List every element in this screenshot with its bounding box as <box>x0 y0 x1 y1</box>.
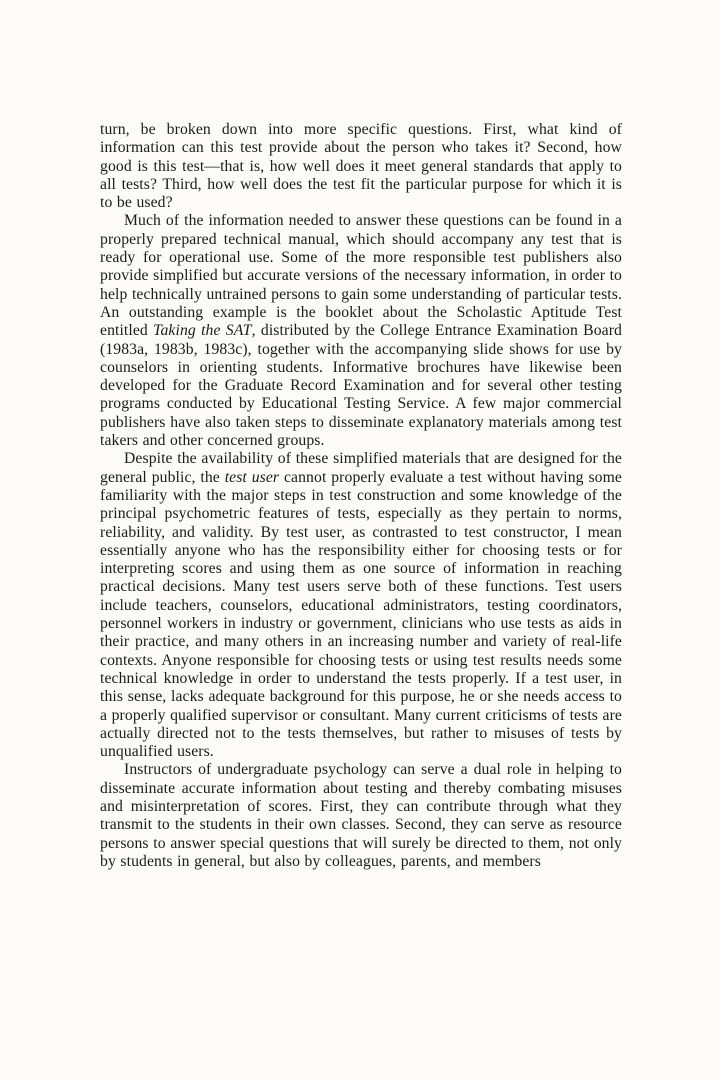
text-run: Despite the availability of these simplified materials that are designed for the general public, the <box>100 450 622 486</box>
italic-term-run: test user <box>224 468 280 486</box>
text-run: , distributed by the College Entrance Examination Board (1983a, 1983b, 1983c), together with the accompanying slide shows for use by counselors in orienting students. Informative brochures have likewise been developed for the Graduate Record Examination and for several other testing programs conducted by Educational Testing Service. A few major commercial publishers have also taken steps to disseminate explanatory materials among test takers and other concerned groups. <box>100 322 622 450</box>
text-run: Instructors of undergraduate psychology can serve a dual role in helping to disseminate accurate information about testing and thereby combating misuses and misinterpretation of scores. First, they can contribute through what they transmit to the students in their own classes. Second, they can serve as resource persons to answer special questions that will surely be directed to them, not only by students in general, but also by colleagues, parents, and members <box>100 761 622 870</box>
text-run: Much of the information needed to answer these questions can be found in a properly prepared technical manual, which should accompany any test that is ready for operational use. Some of the more responsible test publishers also provide simplified but accurate versions of the necessary information, in order to help technically untrained persons to gain some understanding of particular tests. An outstanding example is the booklet about the Scholastic Aptitude Test entitled <box>100 212 622 340</box>
paragraph-1 <box>100 121 622 212</box>
text-run: turn, be broken down into more specific questions. First, what kind of information can this test provide about the person who takes it? Second, how good is this test—that is, how well does it meet general standards that apply to all tests? Third, how well does the test fit the particular purpose for which it is to be used? <box>100 121 622 212</box>
text-run: cannot properly evaluate a test without having some familiarity with the major steps in test construction and some knowledge of the principal psychometric features of tests, especially as they pertain to norms, reliability, and validity. By test user, as contrasted to test constructor, I mean essentially anyone who has the responsibility either for choosing tests or for interpreting scores and using them as one source of information in reaching practical decisions. Many test users serve both of these functions. Test users include teachers, counselors, educational administrators, testing coordinators, personnel workers in industry or government, clinicians who use tests as aids in their practice, and many others in an increasing number and variety of real-life contexts. Anyone responsible for choosing tests or using test results needs some technical knowledge in order to understand the tests properly. If a test user, in this sense, lacks adequate background for this purpose, he or she needs access to a properly qualified supervisor or consultant. Many current criticisms of tests are actually directed not to the tests themselves, but rather to misuses of tests by unqualified users. <box>100 468 622 761</box>
paragraph-3 <box>100 450 622 761</box>
page-text-block <box>100 121 622 871</box>
paragraph-2 <box>100 212 622 450</box>
italic-title-run: Taking the SAT <box>153 322 252 340</box>
paragraph-4 <box>100 761 622 871</box>
